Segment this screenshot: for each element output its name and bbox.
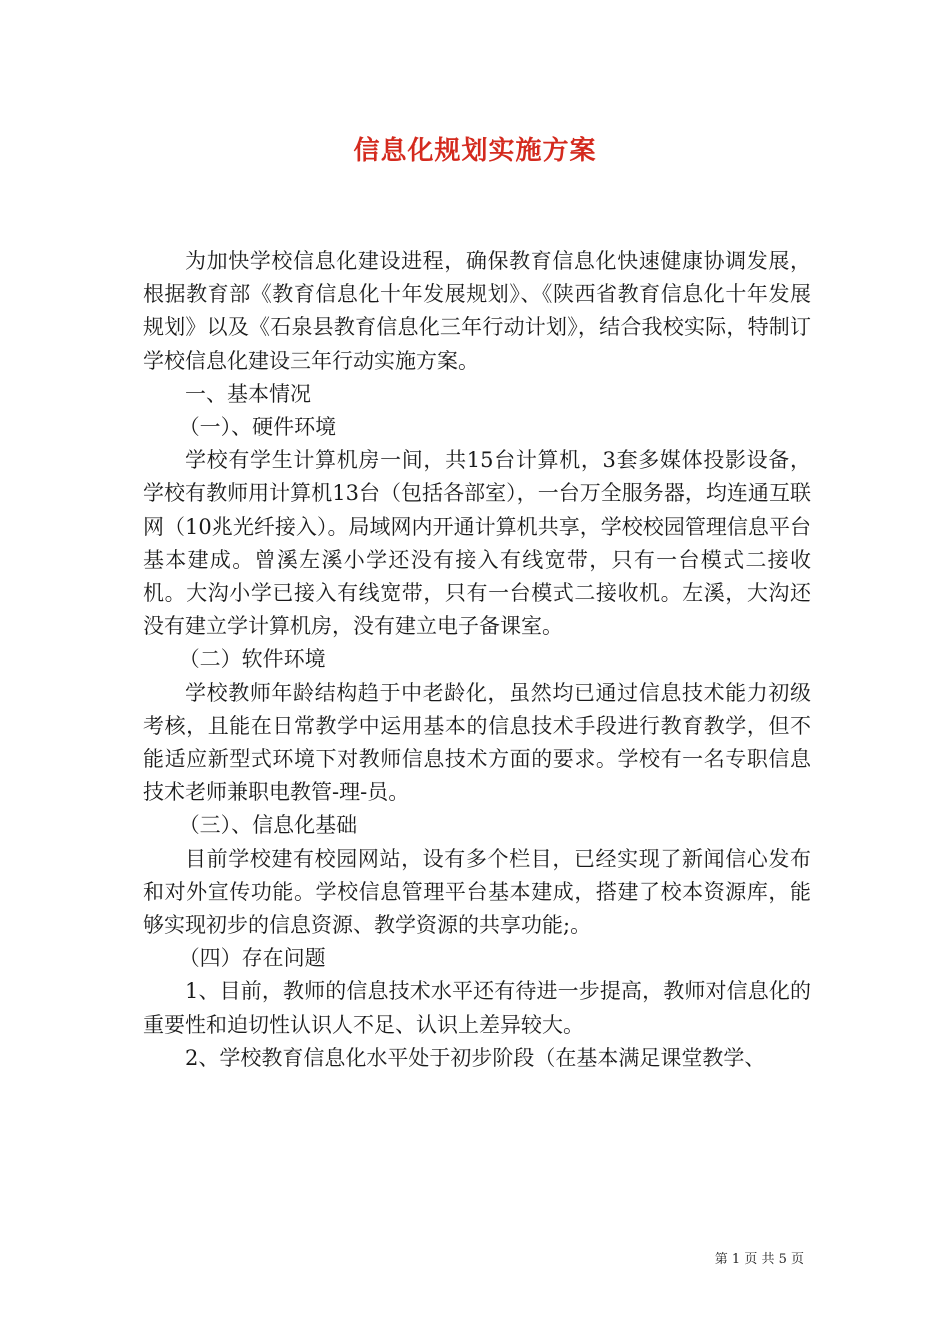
hardware-paragraph: 学校有学生计算机房一间，共15台计算机，3套多媒体投影设备，学校有教师用计算机13台（包括各部室），一台万全服务器，均连通互联网（10兆光纤接入）。局域网内开通计算机共享，学校校园管理信息平台基本建成。曾溪左溪小学还没有接入有线宽带，只有一台模式二接收机。大沟小学已接入有线宽带，只有一台模式二接收机。左溪，大沟还没有建立学计算机房，没有建立电子备课室。 <box>143 448 811 639</box>
intro-paragraph: 为加快学校信息化建设进程，确保教育信息化快速健康协调发展，根据教育部《教育信息化十年发展规划》、《陕西省教育信息化十年发展规划》以及《石泉县教育信息化三年行动计划》，结合我校实际，特制订学校信息化建设三年行动实施方案。 <box>143 249 811 373</box>
section-heading-basic-situation: 一、基本情况 <box>185 381 311 406</box>
problem-item-2: 2、学校教育信息化水平处于初步阶段（在基本满足课堂教学、 <box>185 1045 766 1070</box>
subheading-hardware: （一）、硬件环境 <box>178 415 337 440</box>
problem-item-1: 1、目前，教师的信息技术水平还有待进一步提高，教师对信息化的重要性和迫切性认识人不足、认识上差异较大。 <box>143 979 811 1037</box>
subheading-software: （二）软件环境 <box>178 647 326 672</box>
document-body <box>143 245 811 1075</box>
document-title: 信息化规划实施方案 <box>353 136 597 166</box>
subheading-problems: （四）存在问题 <box>178 946 326 971</box>
informatization-basis-paragraph: 目前学校建有校园网站，设有多个栏目，已经实现了新闻信心发布和对外宣传功能。学校信息管理平台基本建成，搭建了校本资源库，能够实现初步的信息资源、教学资源的共享功能;。 <box>143 846 811 938</box>
software-paragraph: 学校教师年龄结构趋于中老龄化，虽然均已通过信息技术能力初级考核，且能在日常教学中运用基本的信息技术手段进行教育教学，但不能适应新型式环境下对教师信息技术方面的要求。学校有一名专职信息技术老师兼职电教管-理-员。 <box>143 680 811 805</box>
subheading-informatization-basis: （三）、信息化基础 <box>178 813 358 838</box>
page-number: 第 1 页 共 5 页 <box>714 1252 804 1267</box>
